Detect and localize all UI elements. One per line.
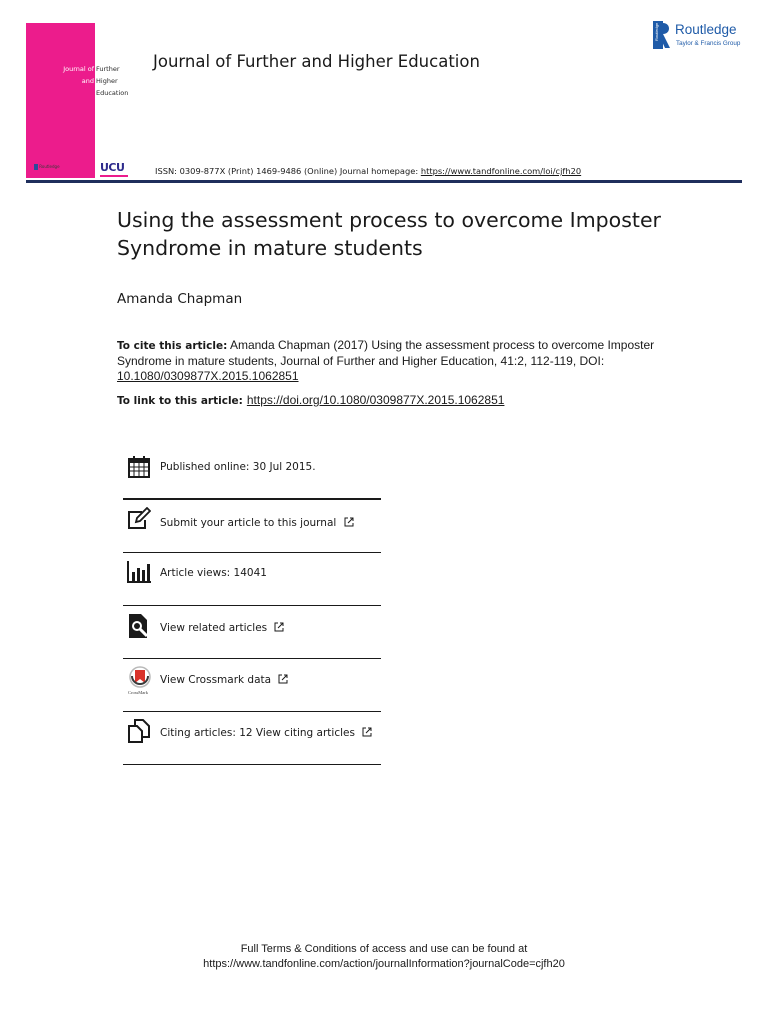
svg-text:Routledge: Routledge: [654, 22, 659, 41]
divider: [123, 498, 381, 500]
submit-article-row[interactable]: [123, 505, 381, 545]
crossmark-icon-label: CrossMark: [128, 690, 148, 695]
published-online-text: Published online: 30 Jul 2015.: [160, 461, 316, 473]
related-articles-row[interactable]: [123, 611, 381, 651]
published-online-row: [123, 454, 381, 482]
article-title: Using the assessment process to overcome Imposter Syndrome in mature students: [117, 208, 661, 260]
calendar-icon: [127, 455, 151, 479]
footer: [0, 942, 768, 972]
issn-line: ISSN: 0309-877X (Print) 1469-9486 (Online) Journal homepage: https://www.tandfonline.com/loi/cjfh20: [155, 166, 582, 176]
submit-article-text: Submit your article to this journal: [160, 517, 354, 529]
edit-icon: [127, 507, 151, 531]
external-link-icon: [274, 622, 284, 632]
cite-doi-link[interactable]: 10.1080/0309877X.2015.1062851: [117, 369, 299, 383]
citing-articles-icon: [127, 719, 151, 743]
journal-homepage-link[interactable]: https://www.tandfonline.com/loi/cjfh20: [420, 166, 582, 176]
divider: [123, 764, 381, 765]
article-views-row: [123, 558, 381, 598]
journal-cover-white-panel: [95, 23, 145, 178]
journal-title: Journal of Further and Higher Education: [153, 52, 480, 71]
journal-cover: [26, 23, 95, 178]
ucu-logo-underline: [100, 175, 128, 177]
article-author: Amanda Chapman: [117, 291, 243, 307]
publisher-subname: Taylor & Francis Group: [676, 40, 741, 47]
divider: [123, 552, 381, 553]
publisher-name: Routledge: [675, 22, 737, 37]
footer-line-1: Full Terms & Conditions of access and use can be found at: [240, 943, 528, 955]
ucu-logo: UCU: [100, 161, 125, 174]
citing-articles-row[interactable]: [123, 717, 381, 757]
cover-publisher-logo: Routledge: [34, 164, 60, 170]
article-views-text: Article views: 14041: [160, 567, 267, 579]
citation-block: [117, 338, 677, 384]
footer-terms-link[interactable]: https://www.tandfonline.com/action/journalInformation?journalCode=cjfh20: [203, 958, 565, 970]
related-articles-text: View related articles: [160, 622, 284, 634]
article-doi-link[interactable]: https://doi.org/10.1080/0309877X.2015.1062851: [246, 393, 505, 407]
article-link-block: [117, 393, 717, 407]
crossmark-row[interactable]: [123, 664, 381, 704]
divider: [123, 658, 381, 659]
crossmark-text: View Crossmark data: [160, 674, 288, 686]
cover-title: Journal of Further and Higher Education: [63, 65, 129, 97]
external-link-icon: [278, 674, 288, 684]
external-link-icon: [344, 517, 354, 527]
cite-label: To cite this article:: [117, 340, 228, 352]
search-document-icon: [127, 614, 151, 638]
bar-chart-icon: [127, 560, 151, 584]
routledge-logo-icon: [653, 21, 671, 49]
external-link-icon: [362, 727, 372, 737]
divider: [123, 711, 381, 712]
cite-text: Amanda Chapman (2017) Using the assessment process to overcome Imposter Syndrome in mature students, Journal of Further and Higher Education, 41:2, 112-119, DOI:: [117, 338, 655, 368]
link-label: To link to this article:: [117, 395, 243, 407]
divider: [123, 605, 381, 606]
header-rule: [26, 180, 742, 183]
citing-articles-text: Citing articles: 12 View citing articles: [160, 727, 372, 739]
